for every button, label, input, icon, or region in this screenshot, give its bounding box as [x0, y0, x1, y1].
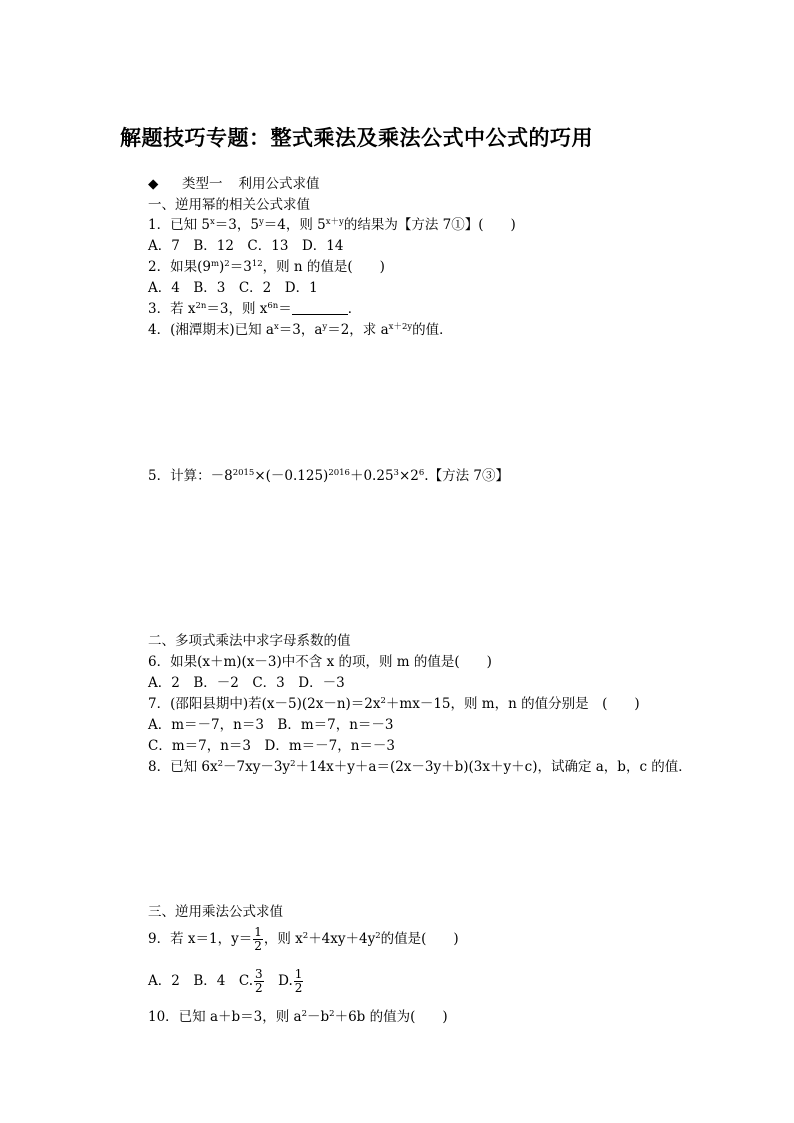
type-heading — [148, 175, 320, 193]
answer-blank[interactable] — [292, 301, 348, 315]
question-8: 8．已知 $6x^2-7xy-3y^2+14x+y+a=(2x-3y+b)(3x+y+c)$，试确定 a，b，c 的值． — [148, 759, 692, 775]
fraction-three-halves: $\frac{3}{2}$ — [255, 967, 263, 995]
section-1-heading: 一、逆用幂的相关公式求值 — [148, 197, 310, 213]
question-3: 3．若 $x^{2n}=3$，则 $x^{6n}=$ ． — [148, 301, 362, 317]
page-title: 解题技巧专题：整式乘法及乘法公式中公式的巧用 — [120, 125, 593, 150]
section-3-heading: 三、逆用乘法公式求值 — [148, 904, 283, 920]
section-2-heading: 二、多项式乘法中求字母系数的值 — [148, 633, 351, 649]
type-text: 利用公式求值 — [238, 176, 320, 192]
question-4: 4．(湘潭期末)已知 $a^x=3$，$a^y=2$，求 $a^{x+2y}$的值． — [148, 322, 453, 338]
diamond-bullet-icon: ◆ — [148, 176, 159, 192]
question-7: 7．(邵阳县期中)若$(x-5)(2x-n)=2x^2+mx-15$，则 m，n 的值分别是 ( ) — [148, 696, 640, 712]
question-1-options: A．7 B．12 C．13 D．14 — [148, 238, 344, 254]
fraction-one-half: $\frac{1}{2}$ — [254, 925, 262, 953]
question-7-options-row2: C．m＝7，n＝3 D．m＝－7，n＝－3 — [148, 738, 396, 754]
type-label: 类型一 — [182, 176, 223, 192]
fraction-one-half-option: $\frac{1}{2}$ — [294, 967, 303, 995]
question-6-options: A．2 B．－2 C．3 D．－3 — [148, 675, 345, 691]
question-10: 10．已知 a＋b＝3，则 $a^2-b^2+6b$ 的值为( ) — [148, 1009, 448, 1025]
question-5: 5．计算：$-8^{2015}\times(-0.125)^{2016}+0.25^3\times 2^6$.【方法 7③】 — [148, 468, 509, 484]
question-7-options-row1: A．m＝－7，n＝3 B．m＝7，n＝－3 — [148, 717, 394, 733]
question-9-options: A．2 B．4 C. $\frac{3}{2}$ D. $\frac{1}{2}$ — [148, 967, 303, 995]
question-9: 9．若 x＝1，y＝ $\frac{1}{2}$ ，则 $x^2+4xy+4y^2$的值是( ) — [148, 925, 459, 953]
question-6: 6．如果(x＋m)(x－3)中不含 x 的项，则 m 的值是( ) — [148, 654, 492, 670]
question-1: 1．已知 $5^x=3$，$5^y=4$，则 $5^{x+y}$的结果为【方法 7①】( ) — [148, 217, 516, 233]
question-2: 2．如果$(9^m)^2=3^{12}$，则 n 的值是( ) — [148, 259, 385, 275]
question-2-options: A．4 B．3 C．2 D．1 — [148, 280, 318, 296]
